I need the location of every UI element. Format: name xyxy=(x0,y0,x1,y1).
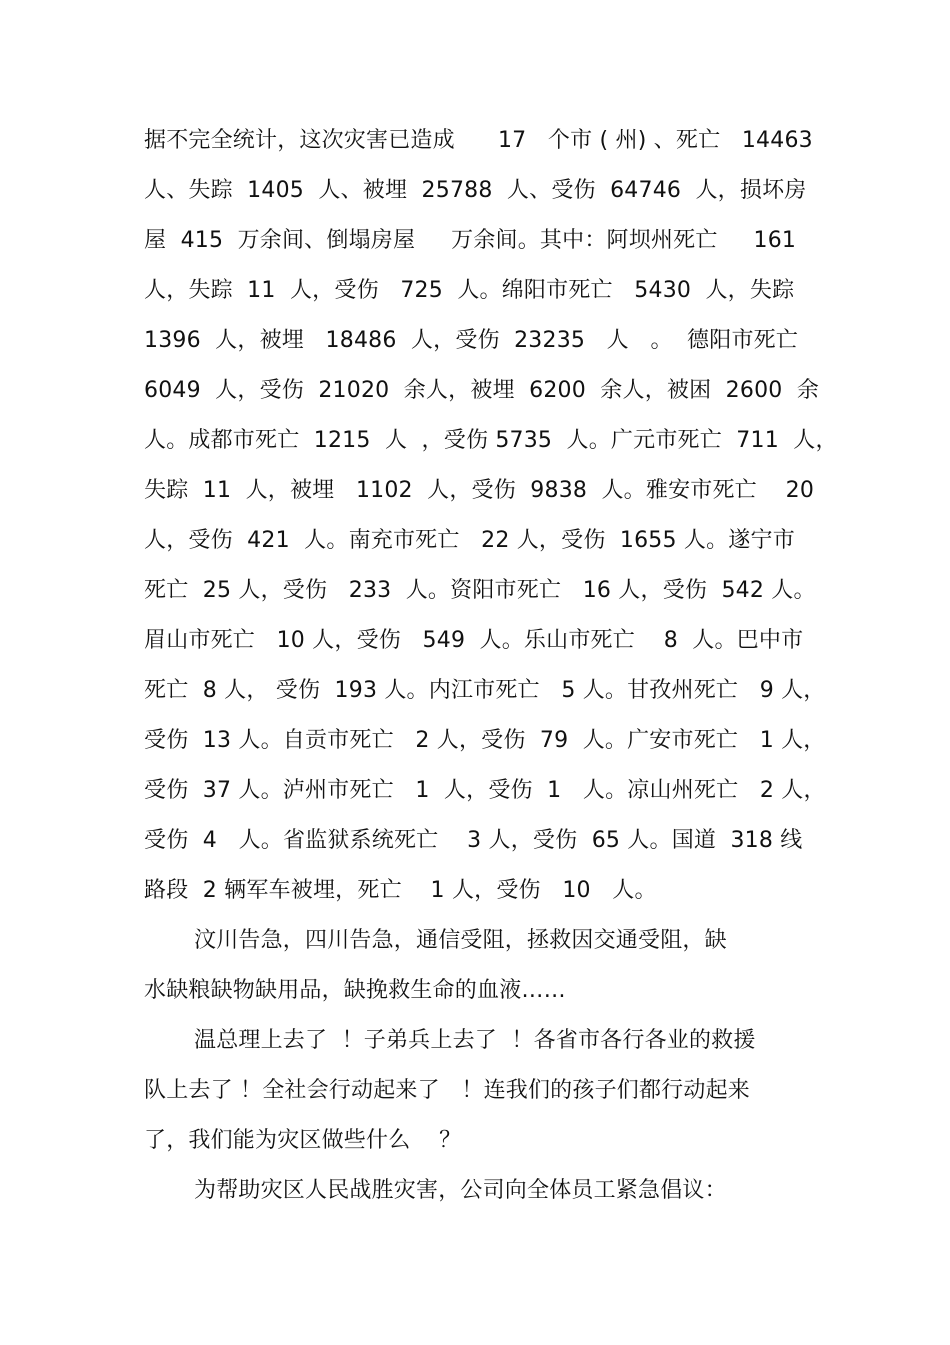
text-line: 水缺粮缺物缺用品，缺挽救生命的血液…… xyxy=(144,978,566,1003)
text-line: 人。成都市死亡 1215 人 ，受伤 5735 人。广元市死亡 711 人， xyxy=(144,428,838,453)
text-line: 1396 人，被埋 18486 人，受伤 23235 人 。 德阳市死亡 xyxy=(144,328,799,353)
text-line: 人，失踪 11 人，受伤 725 人。绵阳市死亡 5430 人，失踪 xyxy=(144,278,795,303)
text-line: 温总理上去了 ！子弟兵上去了 ！各省市各行各业的救援 xyxy=(194,1028,756,1053)
text-line: 据不完全统计，这次灾害已造成 17 个市 ( 州) 、死亡 14463 xyxy=(144,128,813,153)
text-line: 为帮助灾区人民战胜灾害，公司向全体员工紧急倡议： xyxy=(194,1178,727,1203)
text-line: 人，受伤 421 人。南充市死亡 22 人，受伤 1655 人。遂宁市 xyxy=(144,528,795,553)
text-line: 失踪 11 人，被埋 1102 人，受伤 9838 人。雅安市死亡 20 xyxy=(144,478,815,503)
text-line: 队上去了 ！全社会行动起来了 ！连我们的孩子们都行动起来 xyxy=(144,1078,750,1103)
text-line: 屋 415 万余间、倒塌房屋 万余间。其中：阿坝州死亡 161 xyxy=(144,228,797,253)
text-line: 人、失踪 1405 人、被埋 25788 人、受伤 64746 人，损坏房 xyxy=(144,178,807,203)
text-line: 了，我们能为灾区做些什么 ？ xyxy=(144,1128,462,1153)
text-line: 受伤 4 人。省监狱系统死亡 3 人，受伤 65 人。国道 318 线 xyxy=(144,828,803,853)
text-line: 路段 2 辆军车被埋，死亡 1 人，受伤 10 人。 xyxy=(144,878,657,903)
text-line: 受伤 37 人。泸州市死亡 1 人，受伤 1 人。凉山州死亡 2 人， xyxy=(144,778,826,803)
text-line: 受伤 13 人。自贡市死亡 2 人，受伤 79 人。广安市死亡 1 人， xyxy=(144,728,826,753)
text-line: 6049 人，受伤 21020 余人，被埋 6200 余人，被困 2600 余 xyxy=(144,378,820,403)
text-line: 眉山市死亡 10 人，受伤 549 人。乐山市死亡 8 人。巴中市 xyxy=(144,628,804,653)
text-line: 死亡 25 人，受伤 233 人。资阳市死亡 16 人，受伤 542 人。 xyxy=(144,578,816,603)
text-line: 死亡 8 人， 受伤 193 人。内江市死亡 5 人。甘孜州死亡 9 人， xyxy=(144,678,826,703)
text-line: 汶川告急，四川告急，通信受阻，拯救因交通受阻，缺 xyxy=(194,928,727,953)
